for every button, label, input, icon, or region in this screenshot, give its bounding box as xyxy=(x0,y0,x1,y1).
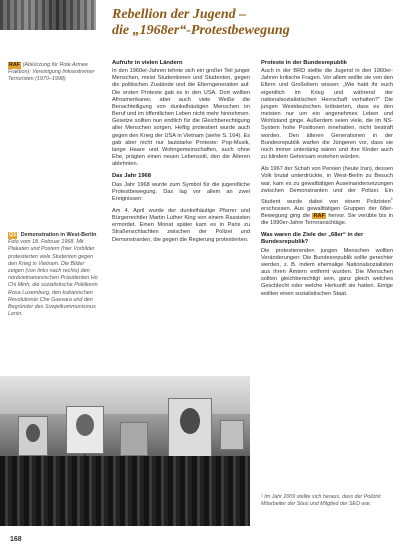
raf-tag: RAF xyxy=(9,62,21,68)
footnote-marker: 1 xyxy=(390,195,393,201)
page-title xyxy=(112,7,392,39)
demonstration-photo xyxy=(0,376,250,526)
heading-1968: Das Jahr 1968 xyxy=(112,173,151,180)
title-line-1: Rebellion der Jugend – xyxy=(112,7,247,22)
heading-aufruhr: Aufruhr in vielen Ländern xyxy=(112,60,183,66)
raf-glossary xyxy=(8,62,100,84)
right-column xyxy=(261,60,393,303)
footnote: ¹ Im Jahr 2009 stellte sich heraus, dass der Polizist Mitarbeiter der Stasi und Mitglied der SED war. xyxy=(261,494,381,507)
para-ziele: Die protestierenden jungen Menschen wollten Veränderungen: Die Bundesrepublik sollte gerechter werden, z. B. indem ehemalige Nationalsozialisten aus ihren Ämtern entfernt wurden. Die Menschen sollten gleichberechtigt sein, ganz gleich welches Geschlecht oder welche Herkunft sie hatten. Einige wollten einen sozialistischen Staat. xyxy=(261,247,393,297)
middle-column xyxy=(112,60,250,249)
q1-label: Q1 xyxy=(9,232,17,238)
heading-proteste-brd: Proteste in der Bundesrepublik xyxy=(261,60,348,66)
para-1968-events: Am 4. April wurde der dunkelhäutige Pfarrer und Bürgerrechtler Martin Luther King von einem Rassisten ermordet. Einen Monat später kam es in Paris zu Straßenschlachten zwischen der Polizei und Demonstranten, die gegen die Regierung protestierten. xyxy=(112,207,250,243)
q1-caption xyxy=(8,232,100,318)
raf-highlight: RAF xyxy=(313,212,325,219)
para-proteste-brd: Auch in der BRD stellte die Jugend in den 1960er-Jahren kritische Fragen. Vor allem wollte sie von den Eltern und Großeltern wissen: „Wie habt ihr euch eigentlich im Krieg und während der nationalsozialistischen Herrschaft verhalten?“ Die jungen Westdeutschen kritisierten, dass es den meisten nur um ein angenehmes Leben und Wohlstand ginge. Außerdem seien viele, die im NS-System hohe Positionen innehatten, nicht bestraft worden. Den älteren Generationen in der Bundesrepublik warfen die Jüngeren vor, dass sie noch immer untertänig wären und ihre Kinder auch zu blindem Gehorsam erziehen würden. xyxy=(261,68,393,161)
title-line-2: die „1968er“-Protestbewegung xyxy=(112,23,290,38)
q1-heading: Demonstration in West-Berlin xyxy=(20,232,97,238)
q1-caption-text: Foto vom 18. Februar 1968. Mit Plakaten und Postern (hier Vorbilder protestierten viele Studenten gegen den Krieg in Vietnam. Die Bilder zeigen (von links nach rechts) den nordvietnamesischen Präsidenten Ho Chi Minh, die sozialistische Politikerin Rosa Luxemburg, den kubanischen Revolutionär Che Guevara und den Begründer des Sowjetkommunismus Lenin. xyxy=(8,239,98,318)
raf-definition: (Abkürzung für Rote Armee Fraktion): Vereinigung linksextremer Terroristen (1970–1998) xyxy=(8,62,95,83)
page-number: 168 xyxy=(10,536,22,543)
para-schah: Als 1967 der Schah von Persien (heute Iran), dessen Volk brutal unterdrückte, in West-Berlin zu Besuch war, kam es zu gewalttätigen Auseinandersetzungen zwischen Demonstranten und der Polizei. Ein Student wurde dabei von einem Polizisten$^1$ erschossen. Aus gewalttätigen Gruppen der 68er-Bewegung ging die RAF hervor. Sie verübte bis in die 1990er-Jahre Terroranschläge. xyxy=(261,166,393,227)
para-aufruhr: In den 1960er-Jahren lehnte sich ein großer Teil junger Menschen, meist Studentinnen und Studenten, gegen die politischen Zustände und die Elterngeneration auf. Die ersten Proteste gab es in den USA. Dort wollten Afroamerikaner, aber auch viele Weiße die Benachteiligung von dunkelhäutigen Menschen im Beruf und im öffentlichen Leben nicht mehr hinnehmen. Gesetze sollten nun endlich für die Gleichberechtigung aller Menschen sorgen. Heftig protestiert wurde auch gegen den Krieg der USA in Vietnam (siehe S. 164). Es gab aber nicht nur lautstarke Proteste: Pop-Musik, lange Haare und Wohngemeinschaften, auch ohne Ehe, prägten einen neuen Lebensstil, den die Älteren ablehnten. xyxy=(112,68,250,168)
header-photo xyxy=(0,0,96,30)
heading-ziele: Was waren die Ziele der „68er“ in der Bundesrepublik? xyxy=(261,232,364,246)
para-1968-intro: Das Jahr 1968 wurde zum Symbol für die jugendliche Protestbewegung. Das lag vor allem an zwei Ereignissen: xyxy=(112,181,250,202)
